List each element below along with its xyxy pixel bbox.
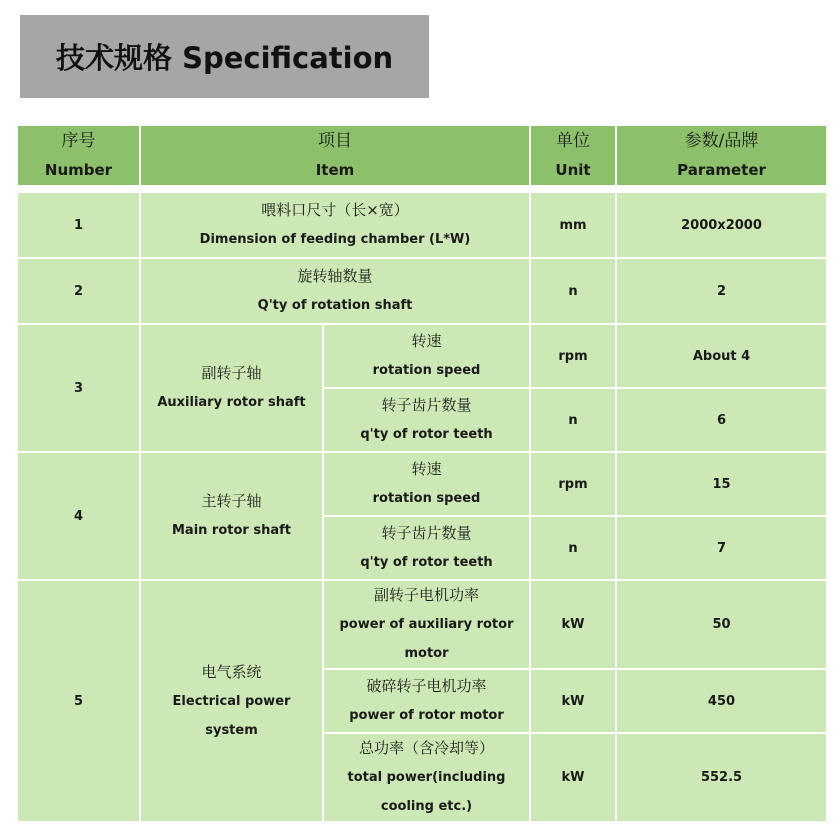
header-parameter-zh: 参数/品牌 (684, 130, 759, 151)
header-number (17, 125, 140, 186)
header-item (140, 125, 530, 186)
sub-item-zh: 副转子电机功率 (373, 586, 479, 604)
sub-item-en: power of auxiliary rotor motor (339, 617, 514, 661)
unit-cell: mm (530, 192, 616, 258)
sub-item-zh: 转子齿片数量 (381, 524, 472, 542)
row-number: 1 (17, 192, 140, 258)
sub-item-en: rotation speed (372, 363, 481, 378)
group-zh: 主转子轴 (201, 492, 262, 510)
unit-cell: kW (530, 580, 616, 669)
group-en: Main rotor shaft (171, 523, 291, 538)
sub-item-en: power of rotor motor (349, 708, 504, 723)
group-zh: 副转子轴 (201, 364, 262, 382)
page-title: 技术规格 Specification (20, 15, 429, 98)
unit-cell: kW (530, 733, 616, 822)
group-cell (140, 324, 323, 452)
item-zh: 喂料口尺寸（长×宽） (261, 201, 409, 219)
unit-cell: rpm (530, 324, 616, 388)
value-cell: 552.5 (616, 733, 827, 822)
unit-cell: n (530, 388, 616, 452)
table-row (17, 324, 827, 388)
header-parameter-en: Parameter (677, 160, 766, 179)
value-cell: 6 (616, 388, 827, 452)
item-cell (140, 258, 530, 324)
value-cell: 50 (616, 580, 827, 669)
item-en: Q'ty of rotation shaft (257, 298, 413, 313)
table-row (17, 192, 827, 258)
group-en: Auxiliary rotor shaft (157, 395, 306, 410)
sub-item-zh: 转速 (411, 332, 442, 350)
sub-item-zh: 总功率（含冷却等） (358, 739, 494, 757)
value-cell: About 4 (616, 324, 827, 388)
table-row (17, 452, 827, 516)
header-parameter (616, 125, 827, 186)
header-row (17, 125, 827, 186)
sub-item-cell (323, 516, 530, 580)
group-en: Electrical power system (172, 693, 291, 738)
row-number: 2 (17, 258, 140, 324)
table-row (17, 580, 827, 669)
specification-table (16, 124, 828, 823)
sub-item-cell (323, 452, 530, 516)
value-cell: 7 (616, 516, 827, 580)
sub-item-zh: 破碎转子电机功率 (366, 677, 487, 695)
unit-cell: n (530, 258, 616, 324)
header-unit-en: Unit (555, 160, 591, 179)
sub-item-zh: 转子齿片数量 (381, 396, 472, 414)
sub-item-cell (323, 733, 530, 822)
sub-item-en: total power(including cooling etc.) (347, 770, 506, 814)
item-cell (140, 192, 530, 258)
row-number: 5 (17, 580, 140, 822)
header-unit-zh: 单位 (556, 130, 590, 151)
value-cell: 15 (616, 452, 827, 516)
row-number: 4 (17, 452, 140, 580)
header-item-zh: 项目 (318, 130, 352, 151)
header-number-zh: 序号 (61, 130, 96, 151)
header-item-en: Item (315, 160, 355, 179)
sub-item-zh: 转速 (411, 460, 442, 478)
header-unit (530, 125, 616, 186)
group-zh: 电气系统 (201, 662, 262, 681)
sub-item-cell (323, 669, 530, 733)
value-cell: 2 (616, 258, 827, 324)
item-zh: 旋转轴数量 (297, 267, 373, 285)
unit-cell: n (530, 516, 616, 580)
sub-item-en: rotation speed (372, 491, 481, 506)
sub-item-cell (323, 324, 530, 388)
group-cell (140, 580, 323, 822)
sub-item-cell (323, 388, 530, 452)
row-number: 3 (17, 324, 140, 452)
unit-cell: kW (530, 669, 616, 733)
sub-item-en: q'ty of rotor teeth (360, 427, 493, 442)
item-en: Dimension of feeding chamber (L*W) (199, 232, 471, 247)
unit-cell: rpm (530, 452, 616, 516)
value-cell: 2000x2000 (616, 192, 827, 258)
value-cell: 450 (616, 669, 827, 733)
header-number-en: Number (44, 160, 113, 179)
sub-item-cell (323, 580, 530, 669)
group-cell (140, 452, 323, 580)
sub-item-en: q'ty of rotor teeth (360, 555, 493, 570)
table-row (17, 258, 827, 324)
